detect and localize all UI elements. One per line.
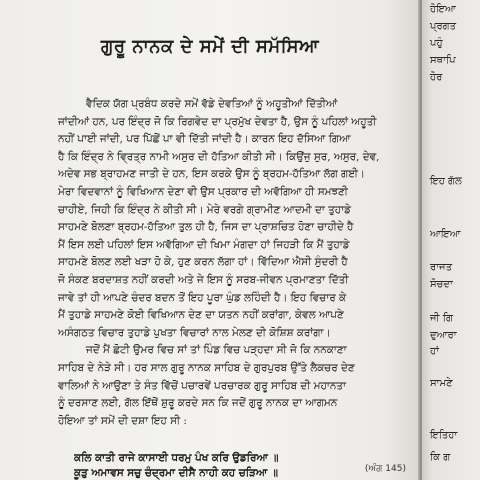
verse-line: ਕੂੜੁ ਅਮਾਵਸ ਸਚੁ ਚੰਦ੍ਰਮਾ ਦੀਸੈ ਨਾਹੀ ਕਹ ਚੜਿਆ ॥	[74, 467, 278, 479]
text-line: ਜਾਂਦੀਆਂ ਹਨ, ਪਰ ਇੰਦ੍ਰ ਜੋ ਕਿ ਰਿਗਵੇਦ ਦਾ ਪ੍ਰਮੁੱਖ ਦੇਵਤਾ ਹੈ, ਉਸ ਨੂੰ ਪਹਿਲਾਂ ਅਹੂਤੀ	[58, 115, 377, 128]
facing-page-fragment: ਜੀ ਗਿ	[430, 313, 453, 324]
facing-page-fragment: ਸਥਾਪਿ	[430, 55, 456, 66]
text-line: ਵਾਲਿਆਂ ਨੇ ਆਉਣਾ ਤੇ ਸੰਤ ਵਿੱਚੋਂ ਪਚਾਰਵੇਂ ਪਰਚਾਰਕ ਗੁਰੂ ਸਾਹਿਬ ਦੀ ਮਹਾਨਤਾ	[58, 379, 346, 392]
facing-page-fragment: ਇਤਿਹਾ	[430, 430, 458, 441]
scripture-verse	[74, 451, 404, 480]
facing-page-fragment: ਸਾਮਣੇ	[430, 378, 453, 389]
facing-page-fragment: ਕਿ ਗ	[430, 452, 451, 463]
facing-page-fragment: ਰਾਜਤ	[430, 262, 452, 273]
text-line: ਨੂੰ ਦਰਸਾਣ ਲਈ, ਗੱਲ ਇੱਥੋਂ ਸ਼ੁਰੂ ਕਰਦੇ ਸਨ ਕਿ ਜਦੋਂ ਗੁਰੂ ਨਾਨਕ ਦਾ ਆਗਮਨ	[58, 397, 338, 410]
facing-page-fragment: ਆਇਆ	[430, 229, 461, 240]
body-text	[58, 96, 410, 430]
text-line: ਹੋਇਆ ਤਾਂ ਸਮੇਂ ਦੀ ਦਸ਼ਾ ਇਹ ਸੀ :	[58, 414, 187, 427]
text-line: ਸਾਹਮਣੇ ਬੋਲਣ ਲਈ ਖੜਾ ਹੋ ਕੇ, ਹੁਣ ਕਰਨ ਲੱਗਾ ਹਾਂ। ਵਿੱਦਿਆ ਐਸੀ ਸੁੰਦਰੀ ਹੈ	[58, 256, 348, 269]
facing-page-fragment: ਸੋਚਦਾ	[430, 279, 453, 290]
verse-line: ਕਲਿ ਕਾਤੀ ਰਾਜੇ ਕਾਸਾਈ ਧਰਮੁ ਪੰਖ ਕਰਿ ਉਡਰਿਆ ॥	[74, 452, 279, 464]
text-line: ਮੈਂ ਇਸ ਲਈ ਪਹਿਲਾਂ ਇਸ ਅਵੱਗਿਆ ਦੀ ਖਿਮਾ ਮੰਗਦਾ ਹਾਂ ਜਿਹੜੀ ਕਿ ਮੈਂ ਤੁਹਾਡੇ	[58, 238, 350, 251]
facing-page-fragment: ਪ੍ਰਗਤ	[430, 21, 457, 32]
facing-page-fragment: ਹਾਂ	[430, 346, 439, 357]
text-line: ਵੈਦਿਕ ਯੱਗ ਪ੍ਰਬੰਧ ਕਰਦੇ ਸਮੇਂ ਵੱਡੇ ਦੇਵਤਿਆਂ ਨੂੰ ਅਹੂਤੀਆਂ ਦਿੱਤੀਆਂ	[86, 98, 338, 110]
facing-page-fragment: ਦੁਆਰਾ	[430, 330, 457, 341]
facing-page-fragment: ਹੋਇਆ	[430, 4, 456, 15]
text-line: ਚਾਹੀਏ, ਜਿਹੀ ਕਿ ਇੰਦ੍ਰ ਨੇ ਕੀਤੀ ਸੀ। ਮੇਰੇ ਵਰਗੇ ਗ੍ਰਾਮੀਣ ਆਦਮੀ ਦਾ ਤੁਹਾਡੇ	[58, 203, 351, 216]
text-line: ਜਦੋਂ ਮੈਂ ਛੋਟੀ ਉਮਰ ਵਿਚ ਸਾਂ ਤਾਂ ਪਿੰਡ ਵਿਚ ਪੜ੍ਹਦਾ ਸੀ ਜੋ ਕਿ ਨਨਕਾਣਾ	[86, 344, 347, 357]
facing-page-fragment: ਪਹੁੰ	[430, 38, 443, 49]
facing-page	[422, 0, 480, 480]
text-line: ਮੈਂ ਤੁਹਾਡੇ ਸਾਹਮਣੇ ਕੋਈ ਵਿਖਿਆਨ ਦੇਣ ਦਾ ਯਤਨ ਨਹੀਂ ਕਰਾਂਗਾ, ਕੇਵਲ ਆਪਣੇ	[58, 309, 344, 322]
text-line: ਸਾਹਮਣੇ ਬੋਲਣਾ ਬ੍ਰਹਮ-ਹੱਤਿਆ ਤੁਲ ਹੀ ਹੈ, ਜਿਸ ਦਾ ਪ੍ਰਾਸ਼ਚਿਤ ਹੋਣਾ ਚਾਹੀਦੇ ਹੈ	[58, 221, 354, 234]
text-line: ਜਾਵੇ ਤਾਂ ਹੀ ਆਪਣੇ ਚੰਦਰ ਬਦਨ ਤੋਂ ਇਹ ਪੂਰਾ ਘੁੰਡ ਲਹਿੰਦੀ ਹੈ। ਇਹ ਵਿਚਾਰ ਕੇ	[58, 291, 347, 304]
text-line: ਸਾਹਿਬ ਦੇ ਨੇੜੇ ਸੀ। ਹਰ ਸਾਲ ਗੁਰੂ ਨਾਨਕ ਸਾਹਿਬ ਦੇ ਗੁਰਪੁਰਬ ਉੱਤੇ ਲੈਕਚਰ ਦੇਣ	[58, 361, 355, 374]
text-line: ਮੇਰਾ ਵਿਦਵਾਨਾਂ ਨੂੰ ਵਿਖਿਆਨ ਦੇਣਾ ਵੀ ਉਸ ਪ੍ਰਕਾਰ ਦੀ ਅਵੱਗਿਆ ਹੀ ਸਮਝਣੀ	[58, 185, 348, 198]
page-title: ਗੁਰੂ ਨਾਨਕ ਦੇ ਸਮੇਂ ਦੀ ਸਮੱਸਿਆ	[100, 36, 320, 57]
facing-page-fragment: ਹੋਰ	[430, 72, 443, 83]
text-line: ਅਸੰਗਠਤ ਵਿਚਾਰ ਤੁਹਾਡੇ ਪੁਖਤਾ ਵਿਚਾਰਾਂ ਨਾਲ ਮੇਲਣ ਦੀ ਕੋਸ਼ਿਸ਼ ਕਰਾਂਗਾ।	[58, 326, 331, 339]
text-line: ਜੋ ਸੰਕਣ ਬਰਦਾਸ਼ਤ ਨਹੀਂ ਕਰਦੀ ਅਤੇ ਜੇ ਇਸ ਨੂੰ ਸਰਬ-ਜੀਵਨ ਪ੍ਰਮਾਣਤਾ ਦਿੱਤੀ	[58, 273, 349, 286]
verse-citation: (ਅੰਗ 145)	[364, 464, 406, 474]
text-line: ਨਹੀਂ ਪਾਈ ਜਾਂਦੀ, ਪਰ ਪਿੱਛੋਂ ਪਾ ਵੀ ਦਿੱਤੀ ਜਾਂਦੀ ਹੈ। ਕਾਰਨ ਇਹ ਦੱਸਿਆ ਗਿਆ	[58, 133, 351, 146]
text-line: ਅਦੇਵ ਸਭ ਬ੍ਰਾਹਮਣ ਜਾਤੀ ਦੇ ਹਨ, ਇਸ ਕਰਕੇ ਉਸ ਨੂੰ ਬ੍ਰਹਮ-ਹੱਤਿਆ ਲੱਗ ਗਈ।	[58, 168, 365, 181]
text-line: ਹੈ ਕਿ ਇੰਦ੍ਰ ਨੇ ਵ੍ਰਿਤ੍ਰ ਨਾਮੀ ਅਸੁਰ ਦੀ ਹੱਤਿਆ ਕੀਤੀ ਸੀ। ਕਿਉਂਜੁ ਸੁਰ, ਅਸੁਰ, ਦੇਵ,	[58, 150, 380, 163]
facing-page-fragment: ਇਹ ਗੱਲ	[430, 176, 462, 187]
